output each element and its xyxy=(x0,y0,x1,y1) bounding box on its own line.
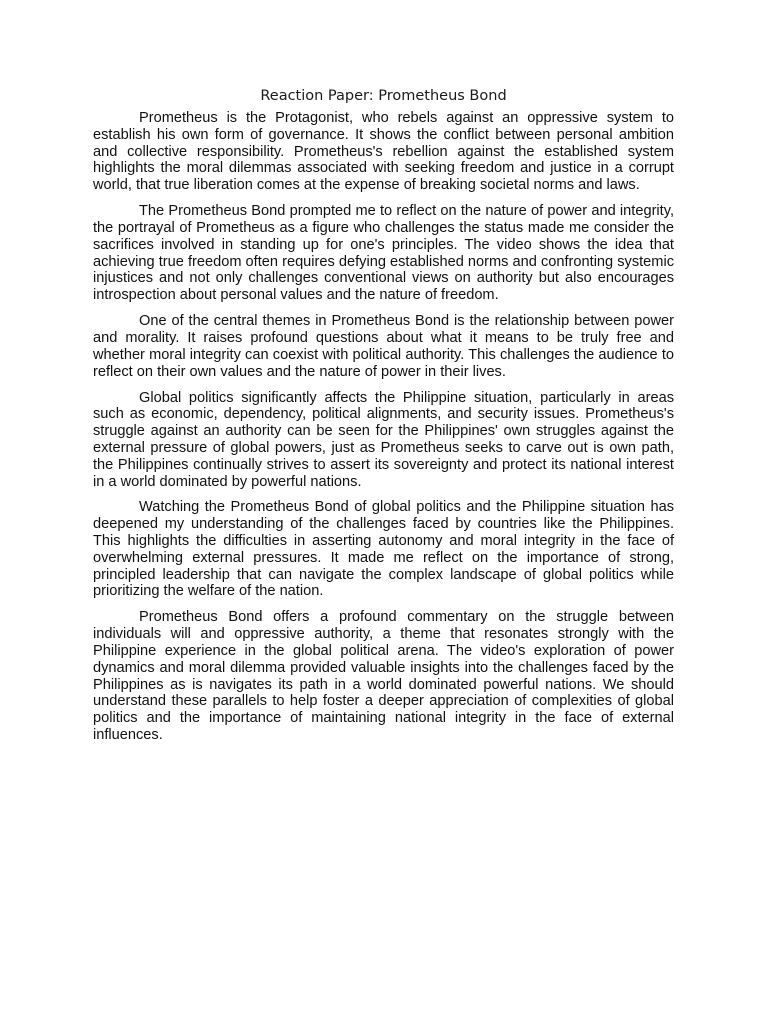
paragraph-4: Global politics significantly affects the Philippine situation, particularly in areas such as economic, dependency, political alignments, and security issues. Prometheus's struggle against an authority can be seen for the Philippines' own struggles against the external pressure of global powers, just as Prometheus seeks to carve out is own path, the Philippines continually strives to assert its sovereignty and protect its national interest in a world dominated by powerful nations. xyxy=(93,389,674,490)
paragraph-1: Prometheus is the Protagonist, who rebels against an oppressive system to establish his own form of governance. It shows the conflict between personal ambition and collective responsibility. Prometheus's rebellion against the established system highlights the moral dilemmas associated with seeking freedom and justice in a corrupt world, that true liberation comes at the expense of breaking societal norms and laws. xyxy=(93,110,674,194)
paragraph-2: The Prometheus Bond prompted me to reflect on the nature of power and integrity, the portrayal of Prometheus as a figure who challenges the status made me consider the sacrifices involved in standing up for one's principles. The video shows the idea that achieving true freedom often requires defying established norms and confronting systemic injustices and not only challenges conventional views on authority but also encourages introspection about personal values and the nature of freedom. xyxy=(93,203,674,304)
page-title: Reaction Paper: Prometheus Bond xyxy=(260,88,507,104)
document-body xyxy=(93,86,674,753)
paragraph-6: Prometheus Bond offers a profound commentary on the struggle between individuals will and oppressive authority, a theme that resonates strongly with the Philippine experience in the global political arena. The video's exploration of power dynamics and moral dilemma provided valuable insights into the challenges faced by the Philippines as is navigates its path in a world dominated powerful nations. We should understand these parallels to help foster a deeper appreciation of complexities of global politics and the importance of maintaining national integrity in the face of external influences. xyxy=(93,609,674,744)
paragraph-5: Watching the Prometheus Bond of global politics and the Philippine situation has deepened my understanding of the challenges faced by countries like the Philippines. This highlights the difficulties in asserting autonomy and moral integrity in the face of overwhelming external pressures. It made me reflect on the importance of strong, principled leadership that can navigate the complex landscape of global politics while prioritizing the welfare of the nation. xyxy=(93,499,674,600)
paragraph-3: One of the central themes in Prometheus Bond is the relationship between power and morality. It raises profound questions about what it means to be truly free and whether moral integrity can coexist with political authority. This challenges the audience to reflect on their own values and the nature of power in their lives. xyxy=(93,313,674,380)
